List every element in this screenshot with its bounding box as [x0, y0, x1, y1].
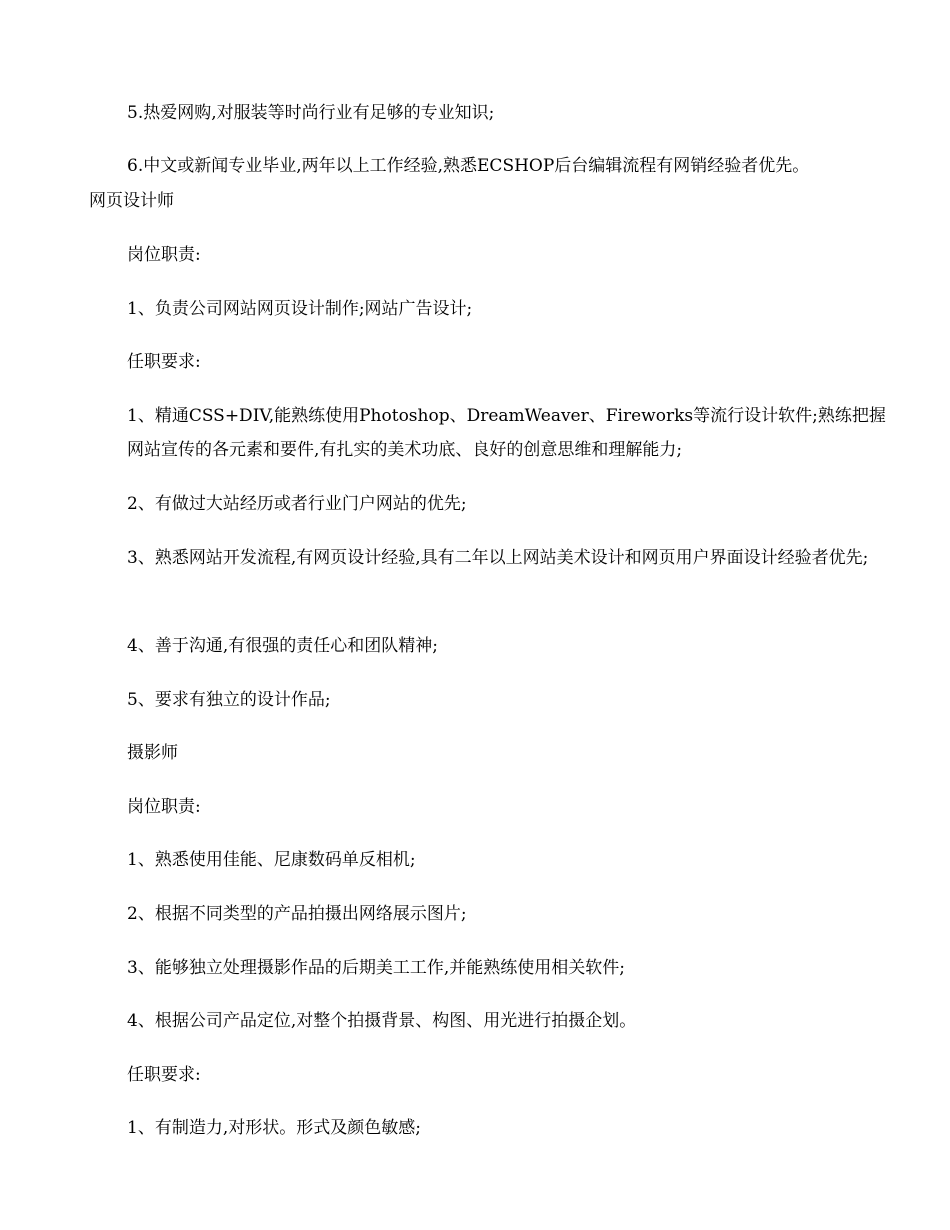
paragraph-req-3: 3、熟悉网站开发流程,有网页设计经验,具有二年以上网站美术设计和网页用户界面设计经验者优先; [127, 548, 869, 568]
paragraph-req-2: 2、有做过大站经历或者行业门户网站的优先; [127, 494, 467, 514]
paragraph-photo-duty-4: 4、根据公司产品定位,对整个拍摄背景、构图、用光进行拍摄企划。 [127, 1011, 637, 1031]
paragraph-duty-1: 1、负责公司网站网页设计制作;网站广告设计; [127, 299, 473, 319]
section-title-web-designer: 网页设计师 [89, 191, 174, 211]
paragraph-photo-req-1: 1、有制造力,对形状。形式及颜色敏感; [127, 1118, 421, 1138]
paragraph-photo-duty-2: 2、根据不同类型的产品拍摄出网络展示图片; [127, 904, 467, 924]
paragraph-req-4: 4、善于沟通,有很强的责任心和团队精神; [127, 636, 438, 656]
paragraph-req-5b: 5、要求有独立的设计作品; [127, 690, 331, 710]
paragraph-photo-duty-1: 1、熟悉使用佳能、尼康数码单反相机; [127, 850, 416, 870]
paragraph-photo-duty-3: 3、能够独立处理摄影作品的后期美工工作,并能熟练使用相关软件; [127, 958, 625, 978]
label-duties-photographer: 岗位职责: [127, 797, 201, 817]
label-requirements: 任职要求: [127, 352, 201, 372]
label-requirements-photographer: 任职要求: [127, 1065, 201, 1085]
label-duties: 岗位职责: [127, 245, 201, 265]
paragraph-req-6: 6.中文或新闻专业毕业,两年以上工作经验,熟悉ECSHOP后台编辑流程有网销经验者优先。 [127, 156, 810, 176]
paragraph-req-5: 5.热爱网购,对服装等时尚行业有足够的专业知识; [127, 103, 495, 123]
section-title-photographer: 摄影师 [127, 743, 178, 763]
paragraph-req-1: 1、精通CSS+DIV,能熟练使用Photoshop、DreamWeaver、Fireworks等流行设计软件;熟练把握网站宣传的各元素和要件,有扎实的美术功底、良好的创意思维和理解能力; [127, 406, 886, 460]
